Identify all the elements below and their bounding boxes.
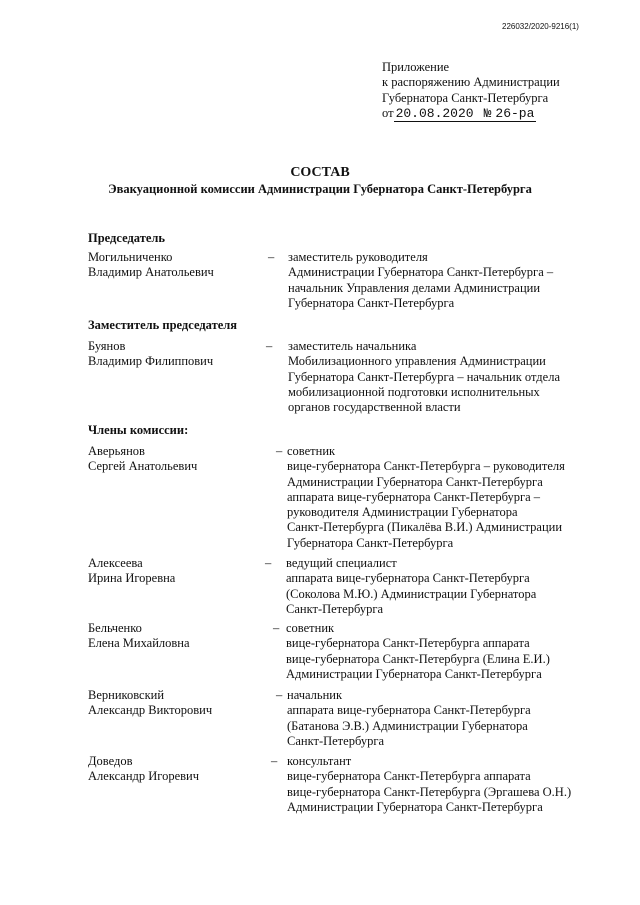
person-surname: Бельченко — [88, 621, 142, 635]
dash: – — [271, 754, 278, 768]
appendix-line: Приложение — [382, 60, 450, 74]
person-surname: Алексеева — [88, 556, 143, 570]
role-line: аппарата вице-губернатора Санкт-Петербурга — [287, 703, 531, 718]
role-line: руководителя Администрации Губернатора — [287, 505, 518, 520]
person-name — [88, 754, 199, 785]
role-line: вице-губернатора Санкт-Петербурга – руководителя — [287, 459, 565, 474]
person-role — [287, 688, 587, 749]
dash: – — [276, 444, 283, 458]
person-role — [288, 339, 588, 415]
person-given-names: Владимир Филиппович — [88, 354, 214, 369]
person-surname: Аверьянов — [88, 444, 145, 458]
role-line: начальник Управления делами Администрации — [288, 280, 541, 295]
title-subheading: Эвакуационной комиссии Администрации Губернатора Санкт-Петербурга — [108, 182, 532, 197]
dash: – — [266, 339, 273, 353]
role-line: заместитель руководителя — [288, 250, 428, 264]
role-line: консультант — [287, 754, 352, 768]
person-name — [88, 339, 213, 370]
person-surname: Могильниченко — [88, 250, 173, 264]
role-line: органов государственной власти — [288, 400, 461, 415]
role-line: Губернатора Санкт-Петербурга – начальник отдела — [288, 369, 560, 384]
role-line: Администрации Губернатора Санкт-Петербурга — [287, 799, 543, 814]
role-line: заместитель начальника — [288, 339, 417, 353]
person-given-names: Александр Игоревич — [88, 769, 200, 784]
role-line: аппарата вице-губернатора Санкт-Петербурга — [286, 571, 530, 586]
role-line: Мобилизационного управления Администрации — [288, 354, 546, 369]
role-line: Губернатора Санкт-Петербурга — [288, 295, 455, 310]
role-line: Санкт-Петербурга (Пикалёва В.И.) Администрации — [287, 520, 563, 535]
role-line: аппарата вице-губернатора Санкт-Петербурга – — [287, 489, 541, 504]
person-name — [88, 688, 212, 719]
dash: – — [273, 621, 280, 635]
appendix-line: Губернатора Санкт-Петербурга — [382, 90, 549, 105]
role-line: Администрации Губернатора Санкт-Петербурга — [287, 474, 543, 489]
person-given-names: Александр Викторович — [88, 703, 213, 718]
section-chairman: Председатель — [88, 231, 166, 245]
appendix-line: к распоряжению Администрации — [382, 75, 560, 90]
role-line: Администрации Губернатора Санкт-Петербурга — [286, 666, 542, 681]
person-surname: Буянов — [88, 339, 126, 353]
person-surname: Верниковский — [88, 688, 165, 702]
role-line: Губернатора Санкт-Петербурга — [287, 535, 454, 550]
role-line: советник — [286, 621, 335, 635]
section-deputy: Заместитель председателя — [88, 318, 238, 332]
document-id: 226032/2020-9216(1) — [502, 22, 579, 31]
role-line: начальник — [287, 688, 343, 702]
appendix-date-line — [382, 106, 612, 121]
person-given-names: Ирина Игоревна — [88, 571, 176, 586]
document-title — [0, 165, 640, 198]
person-role — [286, 621, 586, 682]
role-line: вице-губернатора Санкт-Петербурга аппарата — [287, 769, 531, 784]
order-date: 20.08.2020 — [395, 105, 474, 121]
person-name — [88, 556, 175, 587]
role-line: (Батанова Э.В.) Администрации Губернатора — [287, 718, 528, 733]
person-role — [288, 250, 588, 311]
role-line: вице-губернатора Санкт-Петербурга (Эргашева О.Н.) — [287, 784, 572, 799]
person-given-names: Елена Михайловна — [88, 636, 190, 651]
person-given-names: Сергей Анатольевич — [88, 459, 198, 474]
person-name — [88, 250, 214, 281]
title-heading: СОСТАВ — [290, 165, 350, 180]
person-name — [88, 444, 197, 475]
role-line: вице-губернатора Санкт-Петербурга (Елина Е.И.) — [286, 651, 550, 666]
role-line: ведущий специалист — [286, 556, 397, 570]
role-line: Санкт-Петербурга — [286, 601, 384, 616]
number-label: № — [476, 106, 494, 122]
person-name — [88, 621, 190, 652]
person-role — [286, 556, 586, 617]
section-members: Члены комиссии: — [88, 423, 189, 437]
person-surname: Доведов — [88, 754, 133, 768]
role-line: (Соколова М.Ю.) Администрации Губернатора — [286, 586, 537, 601]
dash: – — [268, 250, 275, 264]
dash: – — [265, 556, 272, 570]
from-label: от — [382, 105, 394, 120]
role-line: советник — [287, 444, 336, 458]
order-number: 26-ра — [495, 105, 535, 121]
appendix-block — [382, 60, 612, 121]
person-role — [287, 444, 587, 551]
role-line: Санкт-Петербурга — [287, 733, 385, 748]
role-line: мобилизационной подготовки исполнительных — [288, 384, 540, 399]
role-line: Администрации Губернатора Санкт-Петербурга – — [288, 265, 554, 280]
person-given-names: Владимир Анатольевич — [88, 265, 214, 280]
role-line: вице-губернатора Санкт-Петербурга аппарата — [286, 636, 530, 651]
dash: – — [276, 688, 283, 702]
person-role — [287, 754, 587, 815]
